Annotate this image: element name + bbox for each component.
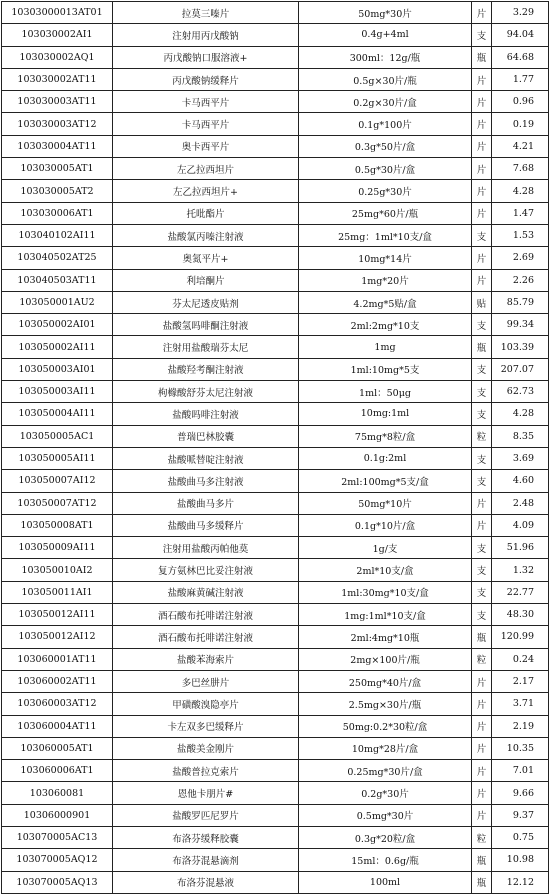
drug-name-cell: 盐酸麻黄碱注射液 (113, 581, 299, 603)
drug-name-cell: 注射用盐酸瑞芬太尼 (113, 336, 299, 358)
specification-cell: 0.25mg*30片/盒 (299, 760, 472, 782)
drug-name-cell: 枸橼酸舒芬太尼注射液 (113, 381, 299, 403)
drug-code-cell: 103060003AT12 (2, 693, 113, 715)
table-row (2, 871, 549, 893)
specification-cell: 15ml：0.6g/瓶 (299, 849, 472, 871)
specification-cell: 1mg*20片 (299, 269, 472, 291)
unit-cell: 片 (472, 670, 492, 692)
table-row (2, 626, 549, 648)
drug-name-cell: 恩他卡朋片# (113, 782, 299, 804)
drug-code-cell: 103030002AQ1 (2, 46, 113, 68)
table-row (2, 470, 549, 492)
table-row (2, 804, 549, 826)
drug-code-cell: 103060005AT1 (2, 737, 113, 759)
unit-cell: 支 (472, 314, 492, 336)
table-row (2, 247, 549, 269)
specification-cell: 2ml:100mg*5支/盒 (299, 470, 472, 492)
price-cell: 0.24 (492, 648, 549, 670)
table-row (2, 180, 549, 202)
price-cell: 4.21 (492, 135, 549, 157)
specification-cell: 250mg*40片/盒 (299, 670, 472, 692)
price-cell: 4.09 (492, 514, 549, 536)
specification-cell: 0.5g×30片/瓶 (299, 68, 472, 90)
drug-name-cell: 布洛芬混悬滴剂 (113, 849, 299, 871)
drug-code-cell: 103050012AI11 (2, 604, 113, 626)
drug-code-cell: 103050012AI12 (2, 626, 113, 648)
specification-cell: 2mg×100片/瓶 (299, 648, 472, 670)
drug-code-cell: 103030002AI1 (2, 24, 113, 46)
drug-code-cell: 103040503AT11 (2, 269, 113, 291)
drug-name-cell: 盐酸氯丙嗪注射液 (113, 224, 299, 246)
price-cell: 3.69 (492, 447, 549, 469)
specification-cell: 10mg*28片/盒 (299, 737, 472, 759)
table-row (2, 604, 549, 626)
drug-name-cell: 拉莫三嗪片 (113, 2, 299, 24)
specification-cell: 0.3g*50片/盒 (299, 135, 472, 157)
drug-code-cell: 103060004AT11 (2, 715, 113, 737)
drug-code-cell: 103070005AQ12 (2, 849, 113, 871)
table-row (2, 358, 549, 380)
table-row (2, 24, 549, 46)
table-row (2, 336, 549, 358)
unit-cell: 片 (472, 135, 492, 157)
specification-cell: 0.2g×30片/盒 (299, 91, 472, 113)
table-row (2, 425, 549, 447)
table-body (2, 2, 549, 894)
table-row (2, 68, 549, 90)
drug-name-cell: 盐酸哌替啶注射液 (113, 447, 299, 469)
specification-cell: 1ml:10mg*5支 (299, 358, 472, 380)
drug-name-cell: 酒石酸布托啡诺注射液 (113, 604, 299, 626)
table-row (2, 135, 549, 157)
unit-cell: 片 (472, 693, 492, 715)
specification-cell: 50mg*30片 (299, 2, 472, 24)
price-cell: 51.96 (492, 537, 549, 559)
table-row (2, 737, 549, 759)
table-row (2, 849, 549, 871)
drug-code-cell: 103050003AI11 (2, 381, 113, 403)
table-row (2, 715, 549, 737)
unit-cell: 粒 (472, 648, 492, 670)
price-cell: 7.01 (492, 760, 549, 782)
drug-name-cell: 注射用盐酸丙帕他莫 (113, 537, 299, 559)
price-cell: 103.39 (492, 336, 549, 358)
drug-name-cell: 复方氨林巴比妥注射液 (113, 559, 299, 581)
drug-code-cell: 103050007AT12 (2, 492, 113, 514)
drug-name-cell: 盐酸罗匹尼罗片 (113, 804, 299, 826)
table-row (2, 202, 549, 224)
table-row (2, 782, 549, 804)
table-row (2, 2, 549, 24)
table-row (2, 403, 549, 425)
price-cell: 2.19 (492, 715, 549, 737)
drug-code-cell: 10306000901 (2, 804, 113, 826)
unit-cell: 瓶 (472, 849, 492, 871)
unit-cell: 片 (472, 2, 492, 24)
drug-name-cell: 丙戊酸钠口服溶液+ (113, 46, 299, 68)
price-cell: 85.79 (492, 291, 549, 313)
drug-name-cell: 盐酸苯海索片 (113, 648, 299, 670)
drug-code-cell: 103060001AT11 (2, 648, 113, 670)
specification-cell: 0.1g*10片/盒 (299, 514, 472, 536)
drug-name-cell: 芬太尼透皮贴剂 (113, 291, 299, 313)
table-row (2, 158, 549, 180)
specification-cell: 25mg：1ml*10支/盒 (299, 224, 472, 246)
drug-code-cell: 103070005AC13 (2, 826, 113, 848)
unit-cell: 支 (472, 381, 492, 403)
drug-name-cell: 左乙拉西坦片+ (113, 180, 299, 202)
drug-name-cell: 盐酸羟考酮注射液 (113, 358, 299, 380)
specification-cell: 50mg:0.2*30粒/盒 (299, 715, 472, 737)
drug-code-cell: 103070005AQ13 (2, 871, 113, 893)
price-cell: 9.66 (492, 782, 549, 804)
unit-cell: 片 (472, 180, 492, 202)
price-cell: 94.04 (492, 24, 549, 46)
drug-code-cell: 103050004AI11 (2, 403, 113, 425)
specification-cell: 1ml：50μg (299, 381, 472, 403)
table-row (2, 760, 549, 782)
drug-name-cell: 托吡酯片 (113, 202, 299, 224)
unit-cell: 瓶 (472, 626, 492, 648)
price-cell: 9.37 (492, 804, 549, 826)
price-cell: 1.77 (492, 68, 549, 90)
drug-code-cell: 10303000013AT01 (2, 2, 113, 24)
price-cell: 8.35 (492, 425, 549, 447)
table-row (2, 537, 549, 559)
drug-name-cell: 奥卡西平片 (113, 135, 299, 157)
unit-cell: 片 (472, 715, 492, 737)
drug-code-cell: 103050011AI1 (2, 581, 113, 603)
table-row (2, 291, 549, 313)
drug-name-cell: 盐酸美金刚片 (113, 737, 299, 759)
drug-code-cell: 103030003AT12 (2, 113, 113, 135)
specification-cell: 0.25g*30片 (299, 180, 472, 202)
specification-cell: 4.2mg*5贴/盒 (299, 291, 472, 313)
specification-cell: 0.1g:2ml (299, 447, 472, 469)
price-cell: 4.28 (492, 180, 549, 202)
unit-cell: 瓶 (472, 46, 492, 68)
price-cell: 2.48 (492, 492, 549, 514)
unit-cell: 粒 (472, 826, 492, 848)
drug-code-cell: 103030005AT2 (2, 180, 113, 202)
specification-cell: 25mg*60片/瓶 (299, 202, 472, 224)
table-row (2, 559, 549, 581)
unit-cell: 片 (472, 68, 492, 90)
table-row (2, 447, 549, 469)
table-row (2, 46, 549, 68)
price-cell: 2.17 (492, 670, 549, 692)
drug-name-cell: 酒石酸布托啡诺注射液 (113, 626, 299, 648)
unit-cell: 贴 (472, 291, 492, 313)
specification-cell: 1mg:1ml*10支/盒 (299, 604, 472, 626)
specification-cell: 2.5mg×30片/瓶 (299, 693, 472, 715)
unit-cell: 片 (472, 492, 492, 514)
table-row (2, 314, 549, 336)
drug-name-cell: 盐酸吗啡注射液 (113, 403, 299, 425)
table-row (2, 224, 549, 246)
drug-code-cell: 103050001AU2 (2, 291, 113, 313)
drug-code-cell: 103060081 (2, 782, 113, 804)
drug-name-cell: 利培酮片 (113, 269, 299, 291)
unit-cell: 片 (472, 113, 492, 135)
specification-cell: 0.5g*30片/盒 (299, 158, 472, 180)
unit-cell: 支 (472, 581, 492, 603)
unit-cell: 片 (472, 760, 492, 782)
specification-cell: 1ml:30mg*10支/盒 (299, 581, 472, 603)
specification-cell: 75mg*8粒/盒 (299, 425, 472, 447)
specification-cell: 1g/支 (299, 537, 472, 559)
drug-code-cell: 103030005AT1 (2, 158, 113, 180)
specification-cell: 10mg:1ml (299, 403, 472, 425)
price-cell: 4.60 (492, 470, 549, 492)
price-cell: 3.29 (492, 2, 549, 24)
unit-cell: 支 (472, 24, 492, 46)
specification-cell: 2ml:2mg*10支 (299, 314, 472, 336)
specification-cell: 0.2g*30片 (299, 782, 472, 804)
price-cell: 2.26 (492, 269, 549, 291)
price-cell: 64.68 (492, 46, 549, 68)
unit-cell: 片 (472, 247, 492, 269)
price-cell: 0.96 (492, 91, 549, 113)
table-row (2, 492, 549, 514)
drug-code-cell: 103050002AI01 (2, 314, 113, 336)
specification-cell: 2ml*10支/盒 (299, 559, 472, 581)
price-cell: 4.28 (492, 403, 549, 425)
unit-cell: 支 (472, 470, 492, 492)
drug-name-cell: 布洛芬缓释胶囊 (113, 826, 299, 848)
price-cell: 62.73 (492, 381, 549, 403)
drug-code-cell: 103040502AT25 (2, 247, 113, 269)
table-row (2, 269, 549, 291)
table-row (2, 381, 549, 403)
drug-price-table (1, 1, 549, 894)
unit-cell: 支 (472, 559, 492, 581)
drug-code-cell: 103060006AT1 (2, 760, 113, 782)
unit-cell: 支 (472, 447, 492, 469)
specification-cell: 0.3g*20粒/盒 (299, 826, 472, 848)
drug-name-cell: 盐酸曲马多缓释片 (113, 514, 299, 536)
specification-cell: 0.5mg*30片 (299, 804, 472, 826)
specification-cell: 0.1g*100片 (299, 113, 472, 135)
unit-cell: 片 (472, 91, 492, 113)
price-cell: 0.75 (492, 826, 549, 848)
price-cell: 99.34 (492, 314, 549, 336)
unit-cell: 支 (472, 604, 492, 626)
table-row (2, 91, 549, 113)
table-row (2, 514, 549, 536)
price-cell: 207.07 (492, 358, 549, 380)
drug-code-cell: 103050005AC1 (2, 425, 113, 447)
drug-name-cell: 盐酸曲马多片 (113, 492, 299, 514)
price-cell: 1.47 (492, 202, 549, 224)
drug-name-cell: 丙戊酸钠缓释片 (113, 68, 299, 90)
unit-cell: 片 (472, 804, 492, 826)
drug-code-cell: 103050007AI12 (2, 470, 113, 492)
unit-cell: 瓶 (472, 336, 492, 358)
price-cell: 10.98 (492, 849, 549, 871)
unit-cell: 片 (472, 158, 492, 180)
drug-name-cell: 奥氮平片+ (113, 247, 299, 269)
drug-code-cell: 103060002AT11 (2, 670, 113, 692)
price-cell: 2.69 (492, 247, 549, 269)
table-row (2, 113, 549, 135)
table-row (2, 670, 549, 692)
drug-code-cell: 103050009AI11 (2, 537, 113, 559)
drug-code-cell: 103030003AT11 (2, 91, 113, 113)
unit-cell: 支 (472, 224, 492, 246)
drug-name-cell: 甲磺酸溴隐亭片 (113, 693, 299, 715)
unit-cell: 片 (472, 514, 492, 536)
price-cell: 0.19 (492, 113, 549, 135)
price-cell: 3.71 (492, 693, 549, 715)
price-cell: 1.53 (492, 224, 549, 246)
price-cell: 22.77 (492, 581, 549, 603)
specification-cell: 100ml (299, 871, 472, 893)
drug-code-cell: 103040102AI11 (2, 224, 113, 246)
drug-name-cell: 卡马西平片 (113, 113, 299, 135)
drug-name-cell: 多巴丝肼片 (113, 670, 299, 692)
unit-cell: 片 (472, 782, 492, 804)
price-cell: 12.12 (492, 871, 549, 893)
price-cell: 48.30 (492, 604, 549, 626)
specification-cell: 0.4g+4ml (299, 24, 472, 46)
unit-cell: 支 (472, 403, 492, 425)
table-row (2, 648, 549, 670)
drug-name-cell: 卡左双多巴缓释片 (113, 715, 299, 737)
table-row (2, 693, 549, 715)
unit-cell: 粒 (472, 425, 492, 447)
price-cell: 1.32 (492, 559, 549, 581)
drug-code-cell: 103050002AI11 (2, 336, 113, 358)
unit-cell: 支 (472, 537, 492, 559)
drug-name-cell: 布洛芬混悬液 (113, 871, 299, 893)
unit-cell: 瓶 (472, 871, 492, 893)
drug-code-cell: 103030002AT11 (2, 68, 113, 90)
drug-name-cell: 普瑞巴林胶囊 (113, 425, 299, 447)
price-cell: 10.35 (492, 737, 549, 759)
drug-name-cell: 盐酸氢吗啡酮注射液 (113, 314, 299, 336)
drug-code-cell: 103050008AT1 (2, 514, 113, 536)
drug-code-cell: 103050003AI01 (2, 358, 113, 380)
price-cell: 7.68 (492, 158, 549, 180)
drug-name-cell: 左乙拉西坦片 (113, 158, 299, 180)
unit-cell: 片 (472, 202, 492, 224)
specification-cell: 2ml:4mg*10瓶 (299, 626, 472, 648)
specification-cell: 1mg (299, 336, 472, 358)
drug-code-cell: 103050005AI11 (2, 447, 113, 469)
drug-code-cell: 103050010AI2 (2, 559, 113, 581)
specification-cell: 10mg*14片 (299, 247, 472, 269)
drug-code-cell: 103030006AT1 (2, 202, 113, 224)
unit-cell: 片 (472, 737, 492, 759)
drug-name-cell: 盐酸普拉克索片 (113, 760, 299, 782)
drug-name-cell: 盐酸曲马多注射液 (113, 470, 299, 492)
price-cell: 120.99 (492, 626, 549, 648)
table-row (2, 581, 549, 603)
table-row (2, 826, 549, 848)
unit-cell: 片 (472, 269, 492, 291)
drug-name-cell: 注射用丙戊酸钠 (113, 24, 299, 46)
specification-cell: 50mg*10片 (299, 492, 472, 514)
drug-name-cell: 卡马西平片 (113, 91, 299, 113)
specification-cell: 300ml：12g/瓶 (299, 46, 472, 68)
drug-code-cell: 103030004AT11 (2, 135, 113, 157)
unit-cell: 支 (472, 358, 492, 380)
